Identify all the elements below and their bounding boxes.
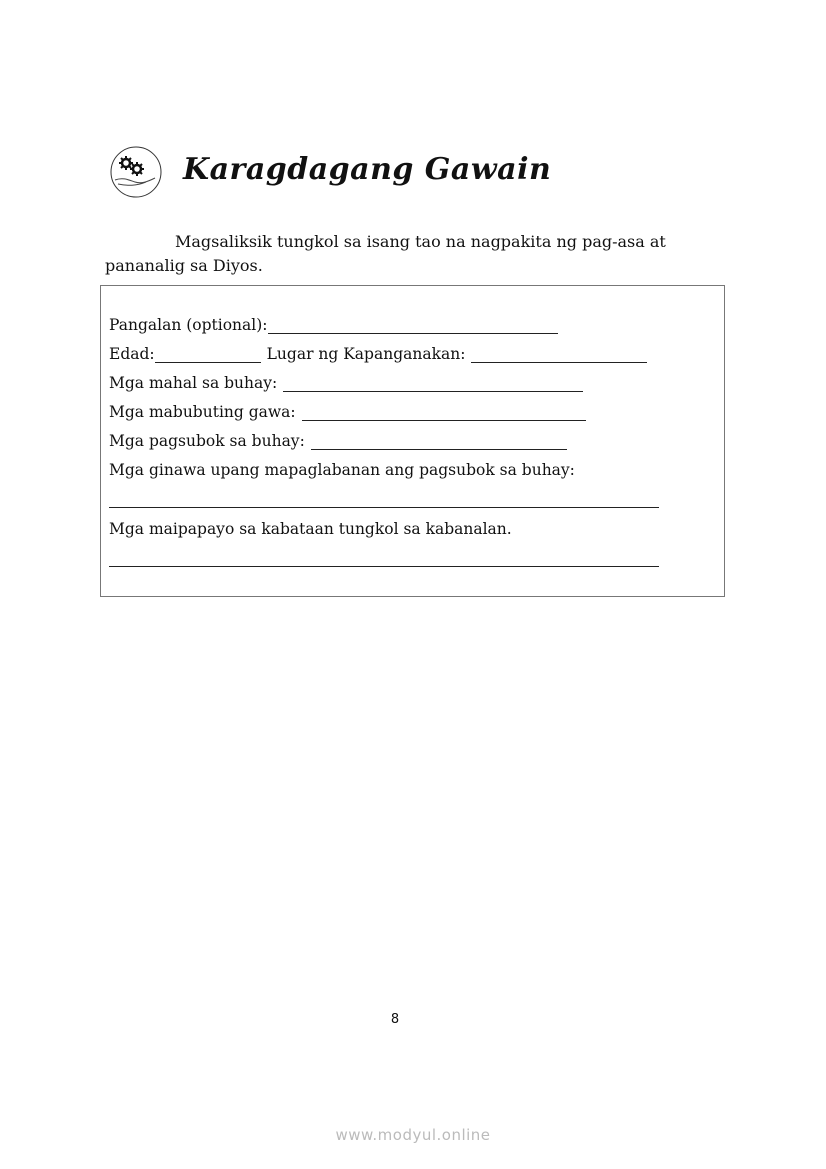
blank-line[interactable] <box>109 566 659 567</box>
field-label: Pangalan (optional): <box>109 316 268 334</box>
gears-hand-icon <box>110 146 162 198</box>
blank-line[interactable] <box>268 319 558 334</box>
instruction-text: Magsaliksik tungkol sa isang tao na nagpakita ng pag-asa at pananalig sa Diyos. <box>105 232 666 275</box>
blank-line[interactable] <box>109 507 659 508</box>
field-pangalan <box>109 316 558 334</box>
field-label: Mga maipapayo sa kabataan tungkol sa kabanalan. <box>109 520 512 538</box>
field-gawa <box>109 403 586 421</box>
field-label: Mga mabubuting gawa: <box>109 403 296 421</box>
field-mahal <box>109 374 583 392</box>
answer-form-box <box>100 285 725 597</box>
blank-line[interactable] <box>155 348 261 363</box>
watermark: www.modyul.online <box>335 1126 491 1144</box>
field-edad-lugar <box>109 345 647 363</box>
field-label: Edad: <box>109 345 155 363</box>
blank-line[interactable] <box>283 377 583 392</box>
field-label: Mga mahal sa buhay: <box>109 374 278 392</box>
field-label: Mga pagsubok sa buhay: <box>109 432 305 450</box>
blank-line[interactable] <box>471 348 647 363</box>
field-pagsubok <box>109 432 567 450</box>
page-number: 8 <box>390 1012 400 1027</box>
blank-line[interactable] <box>311 435 567 450</box>
field-label: Mga ginawa upang mapaglabanan ang pagsubok sa buhay: <box>109 461 575 479</box>
page-title: Karagdagang Gawain <box>183 152 552 187</box>
field-ginawa <box>109 461 575 479</box>
blank-line[interactable] <box>302 406 586 421</box>
field-payo <box>109 520 512 538</box>
field-label: Lugar ng Kapanganakan: <box>266 345 466 363</box>
